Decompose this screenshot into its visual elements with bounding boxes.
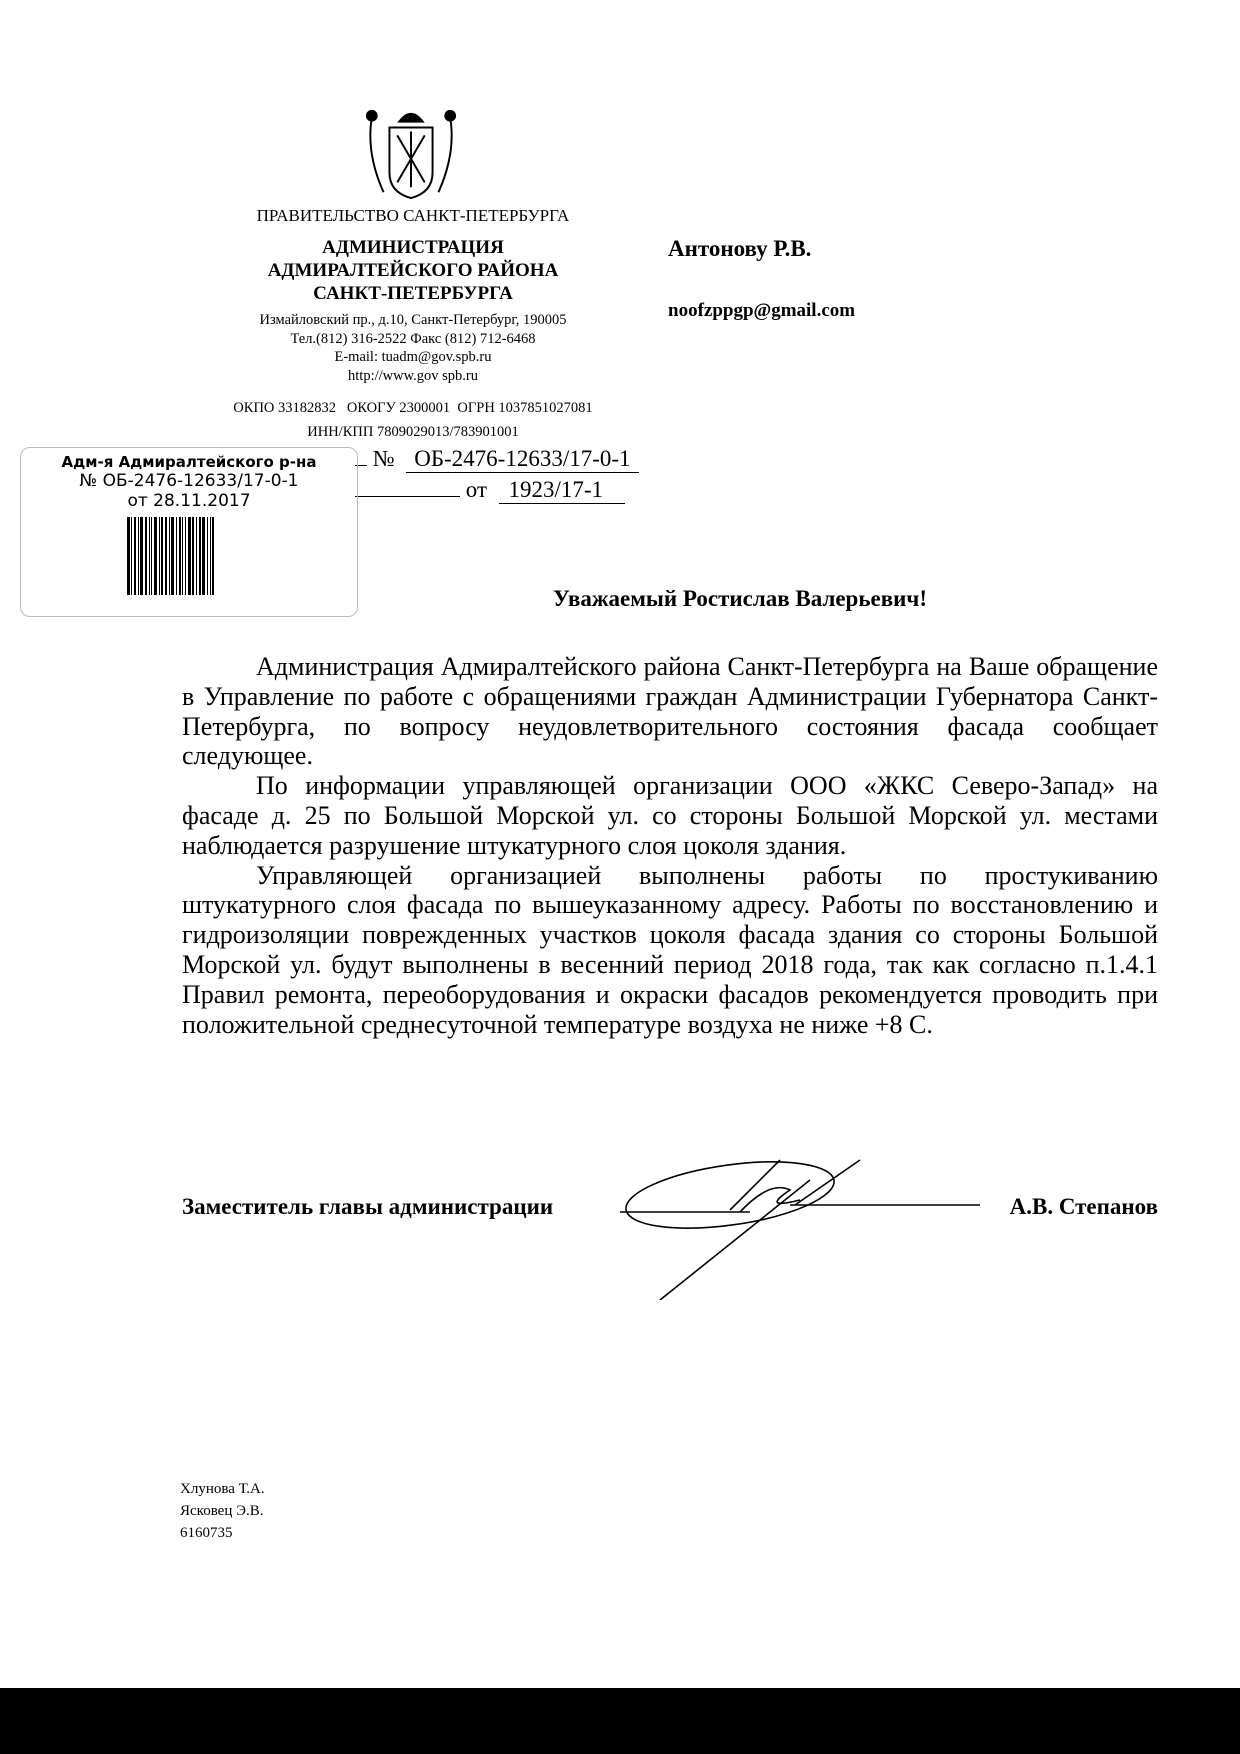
barcode-bar <box>171 517 174 595</box>
stamp-org: Адм-я Адмиралтейского р-на <box>61 453 317 471</box>
executor-info <box>180 1478 265 1544</box>
barcode-bar <box>188 517 191 595</box>
scan-border <box>0 1688 1240 1754</box>
barcode-bar <box>127 517 130 595</box>
handwritten-signature <box>620 1150 980 1300</box>
paragraph: Управляющей организацией выполнены работы по простукиванию штукатурного слоя фасада по вышеуказанному адресу. Работы по восстановлению и гидроизоляции поврежденных участков цоколя фасада здания со стороны Большой Морской ул. будут выполнены в весенний период 2018 года, так как согласно п.1.4.1 Правил ремонта, переоборудования и окраски фасадов рекомендуется проводить при положительной среднесуточной температуре воздуха не ниже +8 С. <box>182 860 1158 1039</box>
inn: ИНН/КПП 7809029013/783901001 <box>307 424 519 440</box>
barcode-bar <box>179 517 181 595</box>
barcode-bar <box>169 517 170 595</box>
government-title: ПРАВИТЕЛЬСТВО САНКТ-ПЕТЕРБУРГА <box>256 206 570 225</box>
address: Измайловский пр., д.10, Санкт-Петербург, 190005 <box>259 312 567 328</box>
barcode-bar <box>210 517 211 595</box>
stamp-date: от 28.11.2017 <box>127 491 251 511</box>
from-value: 1923/17-1 <box>499 477 626 504</box>
barcode-bar <box>145 517 147 595</box>
barcode-bar <box>182 517 183 595</box>
barcode-bar <box>212 517 214 595</box>
barcode-bar <box>185 517 186 595</box>
barcode-bar <box>149 517 150 595</box>
coat-of-arms-emblem <box>362 104 460 202</box>
barcode-bar <box>176 517 177 595</box>
barcode <box>127 517 251 595</box>
number-label: № <box>372 446 395 471</box>
barcode-bar <box>138 517 139 595</box>
signature-row <box>182 1194 1158 1220</box>
website: http://www.gov spb.ru <box>348 367 478 384</box>
barcode-bar <box>202 517 205 595</box>
admin-line: АДМИРАЛТЕЙСКОГО РАЙОНА <box>267 260 559 281</box>
signer-position: Заместитель главы администрации <box>182 1194 554 1219</box>
registration-number: ОБ-2476-12633/17-0-1 <box>406 446 638 473</box>
barcode-bar <box>154 517 157 595</box>
barcode-bar <box>192 517 194 595</box>
barcode-bar <box>207 517 208 595</box>
registry-codes: ОКПО 33182832 ОКОГУ 2300001 ОГРН 1037851027081 <box>233 400 593 416</box>
contact-block <box>213 311 613 385</box>
phone: Тел.(812) 316-2522 Факс (812) 712-6468 <box>290 330 536 347</box>
executor-phone: 6160735 <box>180 1525 233 1541</box>
greeting: Уважаемый Ростислав Валерьевич! <box>552 586 928 611</box>
stamp-number: № ОБ-2476-12633/17-0-1 <box>79 471 299 491</box>
executor: Хлунова Т.А. <box>180 1481 265 1497</box>
barcode-bar <box>134 517 136 595</box>
executor: Ясковец Э.В. <box>180 1503 264 1519</box>
from-label: от <box>465 477 487 502</box>
email: E-mail: tuadm@gov.spb.ru <box>334 349 492 365</box>
barcode-bar <box>151 517 152 595</box>
admin-line: АДМИНИСТРАЦИЯ <box>322 237 504 258</box>
barcode-bar <box>199 517 201 595</box>
recipient-email: noofzppgp@gmail.com <box>668 300 856 321</box>
barcode-bar <box>140 517 143 595</box>
admin-line: САНКТ-ПЕТЕРБУРГА <box>313 283 513 304</box>
barcode-bar <box>161 517 163 595</box>
registration-block <box>355 446 639 504</box>
letter-body <box>182 652 1158 1039</box>
barcode-bar <box>196 517 197 595</box>
barcode-bar <box>165 517 167 595</box>
codes-block <box>190 396 636 444</box>
administration-title <box>213 236 613 305</box>
recipient-name: Антонову Р.В. <box>668 236 812 261</box>
barcode-bar <box>159 517 160 595</box>
signer-name: А.В. Степанов <box>1009 1194 1158 1219</box>
paragraph: Администрация Адмиралтейского района Санкт-Петербурга на Ваше обращение в Управление по работе с обращениями граждан Администрации Губернатора Санкт-Петербурга, по вопросу неудовлетворительного состояния фасада сообщает следующее. <box>182 652 1158 771</box>
barcode-bar <box>131 517 132 595</box>
paragraph: По информации управляющей организации ООО «ЖКС Северо-Запад» на фасаде д. 25 по Большой Морской ул. со стороны Большой Морской ул. местами наблюдается разрушение штукатурного слоя цоколя здания. <box>182 771 1158 860</box>
